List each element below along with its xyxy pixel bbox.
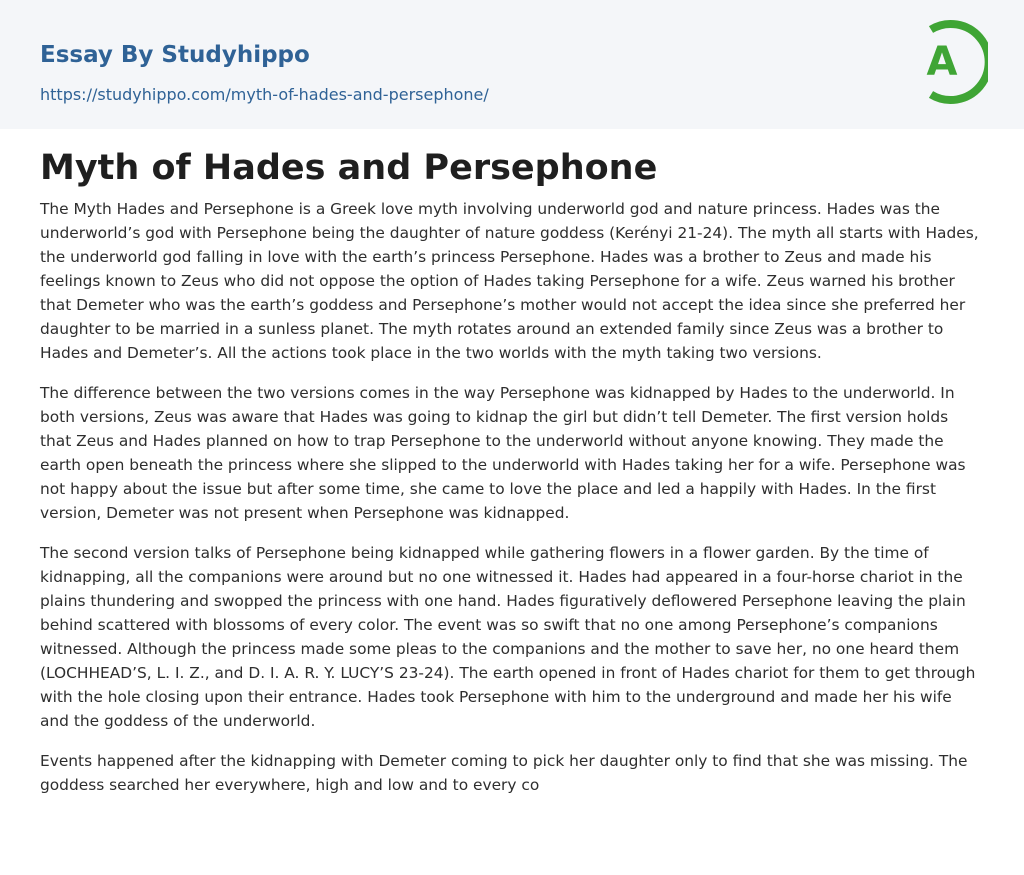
logo-letter: A: [926, 39, 958, 85]
site-header: [0, 0, 1024, 129]
paragraph-3: The second version talks of Persephone being kidnapped while gathering flowers in a flower garden. By the time of kidnapping, all the companions were around but no one witnessed it. Hades had appeared in a four-horse chariot in the plains thundering and swopped the princess with one hand. Hades figuratively deflowered Persephone leaving the plain behind scattered with blossoms of every color. The event was so swift that no one among Persephone’s companions witnessed. Although the princess made some pleas to the companions and the mother to save her, no one heard them (LOCHHEAD’S, L. I. Z., and D. I. A. R. Y. LUCY’S 23-24). The earth opened in front of Hades chariot for them to get through with the hole closing upon their entrance. Hades took Persephone with him to the underground and made her his wife and the goddess of the underworld.: [40, 544, 976, 730]
paragraph-1: The Myth Hades and Persephone is a Greek love myth involving underworld god and nature princess. Hades was the underworld’s god with Persephone being the daughter of nature goddess (Kerényi 21-24). The myth all starts with Hades, the underworld god falling in love with the earth’s princess Persephone. Hades was a brother to Zeus and made his feelings known to Zeus who did not oppose the option of Hades taking Persephone for a wife. Zeus warned his brother that Demeter who was the earth’s goddess and Persephone’s mother would not accept the idea since she preferred her daughter to be married in a sunless planet. The myth rotates around an extended family since Zeus was a brother to Hades and Demeter’s. All the actions took place in the two worlds with the myth taking two versions.: [40, 200, 979, 362]
brand-title[interactable]: Essay By Studyhippo: [40, 42, 310, 68]
article: [0, 147, 1024, 797]
page-title: Myth of Hades and Persephone: [40, 148, 658, 188]
paragraph-4: Events happened after the kidnapping with Demeter coming to pick her daughter only to find that she was missing. The goddess searched her everywhere, high and low and to every co: [40, 752, 968, 794]
studyhippo-logo-icon[interactable]: [912, 18, 988, 106]
source-url-link[interactable]: https://studyhippo.com/myth-of-hades-and-persephone/: [40, 85, 489, 104]
paragraph-2: The difference between the two versions comes in the way Persephone was kidnapped by Hades to the underworld. In both versions, Zeus was aware that Hades was going to kidnap the girl but didn’t tell Demeter. The first version holds that Zeus and Hades planned on how to trap Persephone to the underworld without anyone knowing. They made the earth open beneath the princess where she slipped to the underworld with Hades taking her for a wife. Persephone was not happy about the issue but after some time, she came to love the place and led a happily with Hades. In the first version, Demeter was not present when Persephone was kidnapped.: [40, 384, 966, 522]
